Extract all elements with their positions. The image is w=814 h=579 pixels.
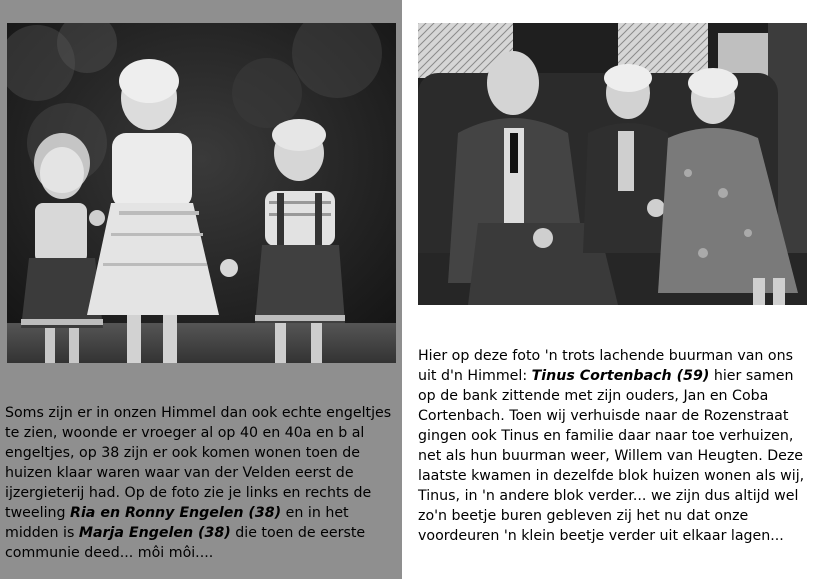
family-photo — [418, 23, 807, 305]
left-caption-text-1: Soms zijn er in onzen Himmel dan ook echte engeltjes te zien, woonde er vroeger al op 40 en 40a en b al engeltjes, op 38 zijn er ook komen wonen toen de huizen klaar waren waar van der Velden eerst de ijzergieterij had. Op de foto zie je links en rechts de tweeling — [5, 405, 392, 521]
left-caption-text-3: die toen de eerste communie deed... môi môi.... — [5, 525, 366, 561]
right-caption-text-2: hier samen op de bank zittende met zijn ouders, Jan en Coba Cortenbach. Toen wij verhuisde naar de Rozenstraat gingen ook Tinus en familie daar naar toe verhuizen, net als hun buurman weer, Willem van Heugten. Deze laatste kwamen in dezelfde blok huizen wonen als wij, Tinus, in 'n andere blok verder... we zijn dus altijd wel zo'n beetje buren gebleven zij het nu dat onze voordeuren 'n klein beetje verder uit elkaar lagen... — [418, 368, 805, 544]
marja-name: Marja Engelen (38) — [78, 525, 231, 541]
children-photo-image — [7, 23, 396, 363]
panel-divider — [402, 0, 411, 579]
children-photo — [7, 23, 396, 363]
left-panel — [0, 0, 402, 579]
tinus-name: Tinus Cortenbach (59) — [531, 368, 710, 384]
right-panel — [411, 0, 814, 579]
right-caption-text-1: Hier op deze foto 'n trots lachende buurman van ons uit d'n Himmel: — [418, 348, 793, 384]
family-photo-image — [418, 23, 807, 305]
twins-name: Ria en Ronny Engelen (38) — [70, 505, 282, 521]
right-caption — [418, 346, 810, 546]
left-caption-text-2: en in het midden is — [5, 505, 349, 541]
left-caption — [5, 403, 399, 563]
